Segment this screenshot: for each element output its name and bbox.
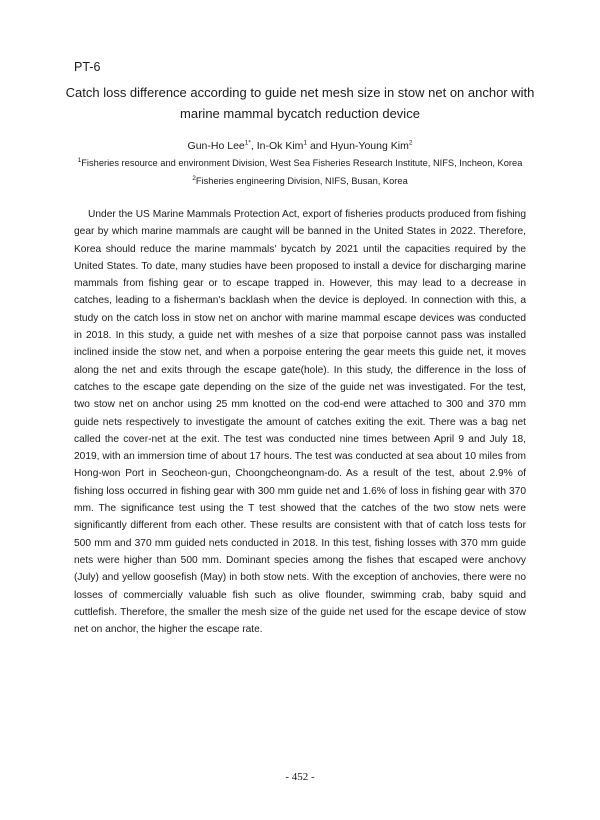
author-name: Hyun-Young Kim — [330, 140, 409, 152]
author-separator: , — [250, 140, 257, 152]
affiliation-2 — [0, 174, 600, 188]
affiliation-text: Fisheries resource and environment Division, West Sea Fisheries Research Institute, NIFS, Incheon, Korea — [81, 158, 523, 168]
poster-code: PT-6 — [74, 60, 101, 74]
author-affiliation-mark: 1 — [303, 139, 308, 147]
author-separator: and — [307, 140, 331, 152]
author-line — [0, 138, 600, 154]
author-affiliation-mark: 1* — [244, 139, 251, 147]
paper-title: Catch loss difference according to guide net mesh size in stow net on anchor with marine mammal bycatch reduction device — [65, 85, 535, 121]
affiliation-mark: 2 — [192, 174, 196, 182]
author-affiliation-mark: 2 — [408, 139, 413, 147]
author-name: In-Ok Kim — [256, 140, 304, 152]
page-number: - 452 - — [285, 771, 315, 783]
affiliation-1 — [0, 156, 600, 170]
affiliation-mark: 1 — [77, 156, 82, 164]
author-name: Gun-Ho Lee — [187, 140, 245, 152]
affiliation-text: Fisheries engineering Division, NIFS, Busan, Korea — [195, 176, 408, 186]
abstract-body: Under the US Marine Mammals Protection Act, export of fisheries products produced from fishing gear by which marine mammals are caught will be banned in the United States in 2022. Therefore, Korea should reduce the marine mammals' bycatch by 2021 until the capacities required by the United States. To date, many studies have been proposed to install a device for discharging marine mammals from fishing gear or to escape trapped in. However, this may lead to a decrease in catches, leading to a fisherman's backlash when the device is deployed. In connection with this, a study on the catch loss in stow net on anchor with marine mammal escape devices was conducted in 2018. In this study, a guide net with meshes of a size that porpoise cannot pass was installed inclined inside the stow net, and when a porpoise entering the gear meets this guide net, it moves along the net and exits through the escape gate(hole). In this study, the difference in the loss of catches to the escape gate depending on the size of the guide net was investigated. For the test, two stow net on anchor using 25 mm knotted on the cod-end were attached to 300 and 370 mm guide nets respectively to investigate the amount of catches exiting the exit. There was a bag net called the cover-net at the exit. The test was conducted nine times between April 9 and July 18, 2019, with an immersion time of about 17 hours. The test was conducted at sea about 10 miles from Hong-won Port in Seocheon-gun, Choongcheongnam-do. As a result of the test, about 2.9% of fishing loss occurred in fishing gear with 300 mm guide net and 1.6% of loss in fishing gear with 370 mm. The significance test using the T test showed that the catches of the two stow nets were significantly different from each other. These results are consistent with that of catch loss tests for 500 mm and 370 mm guided nets conducted in 2018. In this test, fishing losses with 370 mm guide nets were higher than 500 mm. Dominant species among the fishes that escaped were anchovy (July) and yellow goosefish (May) in both stow nets. With the exception of anchovies, there were no losses of commercially valuable fish such as olive flounder, swimming crab, baby squid and cuttlefish. Therefore, the smaller the mesh size of the guide net used for the escape device of stow net on anchor, the higher the escape rate. — [74, 209, 526, 636]
